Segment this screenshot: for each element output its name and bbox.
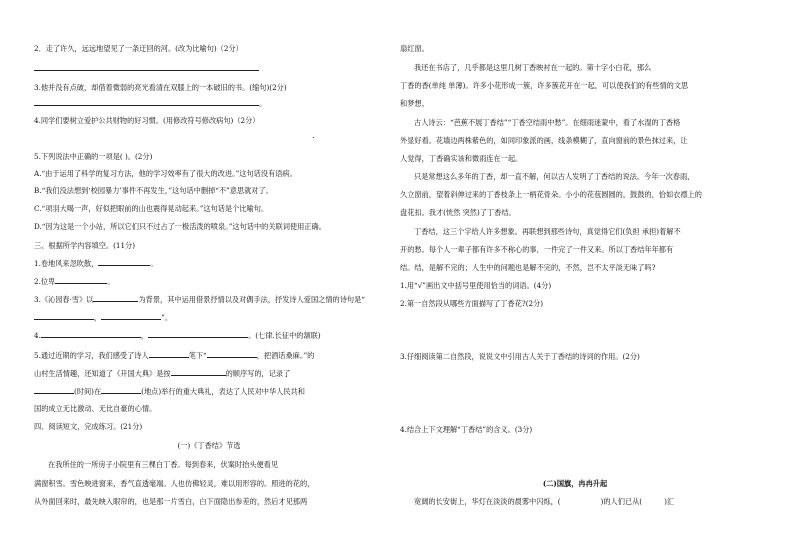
blank-f4a[interactable] bbox=[41, 330, 141, 338]
answer-line-q2[interactable] bbox=[34, 63, 384, 73]
reading-question-1: 1.用“√”画出文中括号里使用恰当的词语。(4分) bbox=[400, 281, 552, 290]
section-4-heading: 四、阅读短文，完成练习。(21分) bbox=[34, 422, 143, 431]
blank-f1[interactable] bbox=[98, 258, 150, 266]
left-column bbox=[34, 0, 384, 560]
reading-question-3: 3.仔细阅读第二自然段，说说文中引用古人关于丁香结的诗词的作用。(2分) bbox=[400, 352, 640, 361]
option-c: C.“项羽大喝一声，好似把眼前的山也震得晃动起来。”这句话是个比喻句。 bbox=[34, 204, 269, 213]
answer-line-q3[interactable]: 。 bbox=[34, 98, 384, 108]
passage-1-line-a: 在我所住的一所房子小院里有三棵白丁香。每到春来，伏案时抬头便看见 bbox=[48, 460, 279, 469]
passage-3-line-c: 人觉得，丁香确实该和微雨连在一起。 bbox=[400, 154, 523, 163]
passage-5-line-c: 结。结，是解不完的；人生中的问题也是解不完的，不然，岂不太平淡无味了吗? bbox=[400, 263, 656, 272]
right-column bbox=[400, 0, 750, 560]
option-a: A.“由于运用了科学的复习方法，他的学习效率有了很大的改进。”这句话没有语病。 bbox=[34, 169, 297, 178]
passage-2-title: (二)国旗，冉冉升起 bbox=[542, 479, 608, 488]
passage-3-line-a: 古人诗云：“芭蕉不展丁香结”“丁香空结雨中愁”。在细雨迷蒙中，看了水湿的丁香格 bbox=[414, 118, 681, 127]
passage-1-line-b: 满窗积雪。雪色映进窗来，香气直透毫端。人也仿佛轻灵，难以用形容的。照进的花的， bbox=[34, 479, 315, 488]
passage-2-line-c: 和梦想。 bbox=[400, 99, 429, 108]
fill-3-cont: ， ”。 bbox=[34, 312, 384, 322]
blank-f5a[interactable] bbox=[149, 350, 189, 358]
blank-f5d[interactable] bbox=[34, 386, 74, 394]
passage-1-title: (一)《丁香结》节选 bbox=[177, 441, 241, 450]
passage-1-end: 扇红窗。 bbox=[400, 44, 429, 53]
fill-5: 5.通过近期的学习，我们感受了诗人 笔下“ ，把酒话桑麻。”的 bbox=[34, 351, 315, 360]
period-mark: . bbox=[312, 131, 315, 140]
passage-2-line-b: 丁香的香(单纯 单薄)。许多小花形成一簇，许多簇花开在一起，可以使我们的有些情的文思 bbox=[400, 81, 689, 90]
fill-3: 3.《沁园春·雪》以 为背景，其中运用借景抒情以及对偶手法，抒发诗人爱国之情的诗句是“ bbox=[34, 295, 365, 304]
passage-4-line-a: 只是常想这么多年的丁香，却一直不解，何以古人发明了丁香结的说法。今年一次春雨， bbox=[414, 172, 695, 181]
fill-2: 2.位卑 。 bbox=[34, 277, 115, 286]
passage-5-line-a: 丁香结，这三个字给人许多想象。再联想到那些诗句，真觉得它们(负担 承担)着解不 bbox=[414, 227, 681, 236]
passage-4-line-c: 盘花扣。我才(恍然 突然)了丁香结。 bbox=[400, 208, 516, 217]
passage-4-line-b: 久立窗前，望着斜伸过来的丁香枝条上一柄花骨朵。小小的花苞圆圆的，鼓鼓的，恰如衣襟上的 bbox=[400, 190, 702, 199]
fill-5-line4: 国的成立无比激动、无比自豪的心情。 bbox=[34, 404, 157, 413]
blank-f3a[interactable] bbox=[93, 294, 138, 302]
fill-1: 1.卷地风来忽吹散， 。 bbox=[34, 259, 158, 268]
fill-4: 4. ， 。(七律.长征中的颔联) bbox=[34, 331, 321, 340]
blank-f3c[interactable] bbox=[101, 312, 161, 320]
passage-1-line-c: 从外面回来时，最先映入眼帘的，也是那一片雪白，白下面隐出参差的，然后才见那两 bbox=[34, 497, 308, 506]
blank-f5e[interactable] bbox=[101, 386, 141, 394]
section-3-heading: 三、根据所学内容填空。(11分) bbox=[34, 241, 136, 250]
question-2: 2．走了许久，远远地望见了一条迂回的河。(改为比喻句)（2分） bbox=[34, 44, 243, 53]
passage-5-line-b: 开的愁。每个人一辈子都有许多不称心的事，一件完了一件又来。所以丁香结年年都有 bbox=[400, 245, 674, 254]
blank-f5b[interactable] bbox=[207, 350, 257, 358]
option-d: D.“因为这是一个小站，所以它们只不过占了一极活泼的喷泉。”这句话中的关联词使用正确。 bbox=[34, 222, 326, 231]
fill-5-line2: 山村生活情趣，还知道了《开国大典》是按 的顺序写的，记录了 bbox=[34, 369, 291, 378]
blank-f2[interactable] bbox=[55, 276, 107, 284]
question-3: 3.他并没有点破，却借着微弱的亮光看清在双膝上的一本破旧的书。(缩句)(2分) bbox=[34, 83, 287, 92]
option-b: B.“我们没法想到‘校园暴力’事件不再发生，”这句话中删掉“不”意思就对了。 bbox=[34, 186, 273, 195]
passage-2-line-a: 我还在书店了，几乎都是这里几树丁香映衬在一起的。第十字小白花，那么 bbox=[414, 63, 652, 72]
blank-f3b[interactable] bbox=[34, 312, 94, 320]
question-5: 5.下列说法中正确的一项是( )。(2分) bbox=[34, 152, 153, 161]
blank-f5c[interactable] bbox=[171, 368, 226, 376]
passage-3-line-b: 外显好看。花墙边两株紫色的，如同印象派的画，线条模糊了，直向窗前的景色抹过来，让 bbox=[400, 136, 688, 145]
blank-f4b[interactable] bbox=[148, 330, 248, 338]
passage-2-first-line: 宽阔的长安街上，华灯在淡淡的晨雾中闪烁，( )的人们已从( )汇 bbox=[414, 497, 675, 506]
question-4: 4.同学们要树立爱护公共财物的好习惯。(用修改符号修改病句)（2分） bbox=[34, 116, 260, 125]
reading-question-2: 2.第一自然段从哪些方面描写了丁香花?(2分) bbox=[400, 299, 544, 308]
fill-5-line3: (时间)在 (地点)举行的重大典礼，表达了人民对中华人民共和 bbox=[34, 386, 384, 396]
reading-question-4: 4.结合上下文理解“丁香结”的含义。(3分) bbox=[400, 425, 533, 434]
